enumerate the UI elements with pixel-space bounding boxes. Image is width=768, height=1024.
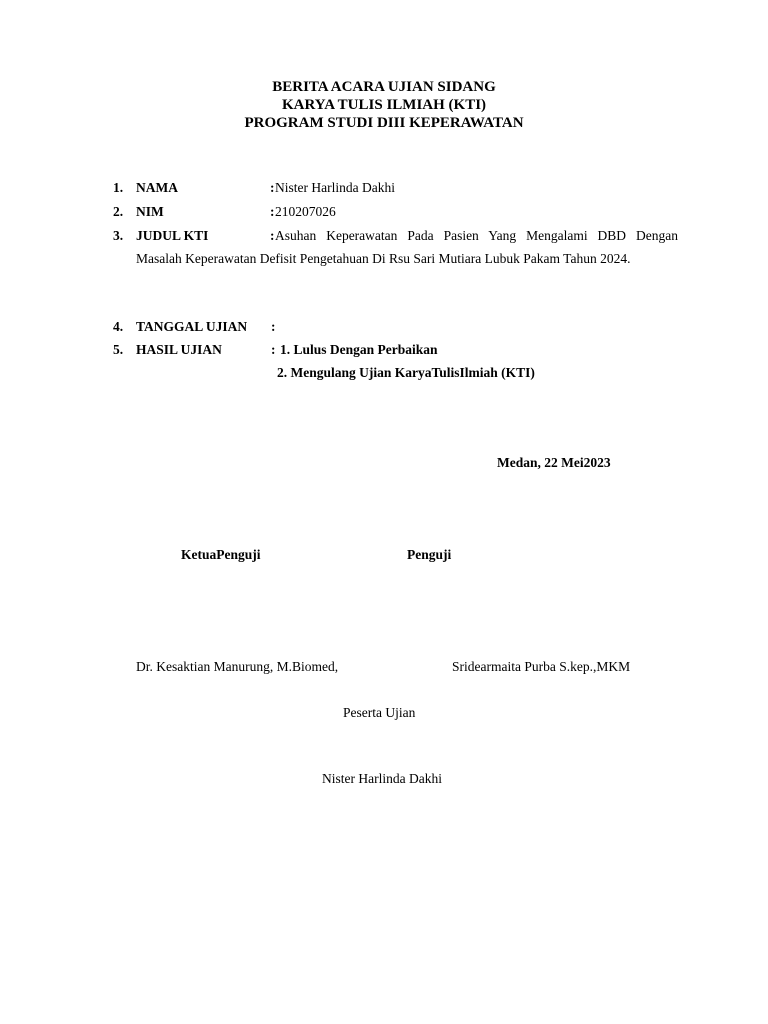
place-date: Medan, 22 Mei2023: [497, 455, 611, 470]
result-option-1: 1. Lulus Dengan Perbaikan: [280, 342, 438, 357]
field-separator: :: [270, 228, 275, 243]
field-label: NIM: [136, 204, 164, 219]
field-value: Nister Harlinda Dakhi: [275, 180, 395, 195]
examiner-label: Penguji: [407, 547, 452, 562]
result-option-2: 2. Mengulang Ujian KaryaTulisIlmiah (KTI): [277, 365, 535, 380]
field-separator: :: [271, 319, 276, 334]
item-number: 4.: [113, 319, 124, 334]
field-value-line-2: Masalah Keperawatan Defisit Pengetahuan Di Rsu Sari Mutiara Lubuk Pakam Tahun 2024.: [136, 251, 631, 266]
title-line-2: KARYA TULIS ILMIAH (KTI): [281, 97, 487, 113]
chief-examiner-name: Dr. Kesaktian Manurung, M.Biomed,: [136, 659, 339, 674]
participant-label: Peserta Ujian: [343, 705, 416, 720]
field-label: TANGGAL UJIAN: [136, 319, 248, 334]
field-label: NAMA: [136, 180, 178, 195]
field-label: JUDUL KTI: [136, 228, 209, 243]
field-label: HASIL UJIAN: [136, 342, 222, 357]
field-value-line-1: Asuhan Keperawatan Pada Pasien Yang Mengalami DBD Dengan: [275, 228, 678, 243]
participant-name: Nister Harlinda Dakhi: [322, 771, 442, 786]
item-number: 3.: [113, 228, 124, 243]
item-number: 1.: [113, 180, 124, 195]
item-number: 2.: [113, 204, 124, 219]
field-value: 210207026: [275, 204, 336, 219]
field-separator: :: [271, 342, 276, 357]
chief-examiner-label: KetuaPenguji: [181, 547, 261, 562]
title-line-1: BERITA ACARA UJIAN SIDANG: [272, 79, 496, 95]
field-separator: :: [270, 204, 275, 219]
field-separator: :: [270, 180, 275, 195]
examiner-name: Sridearmaita Purba S.kep.,MKM: [452, 659, 631, 674]
item-number: 5.: [113, 342, 124, 357]
title-line-3: PROGRAM STUDI DIII KEPERAWATAN: [244, 115, 524, 131]
